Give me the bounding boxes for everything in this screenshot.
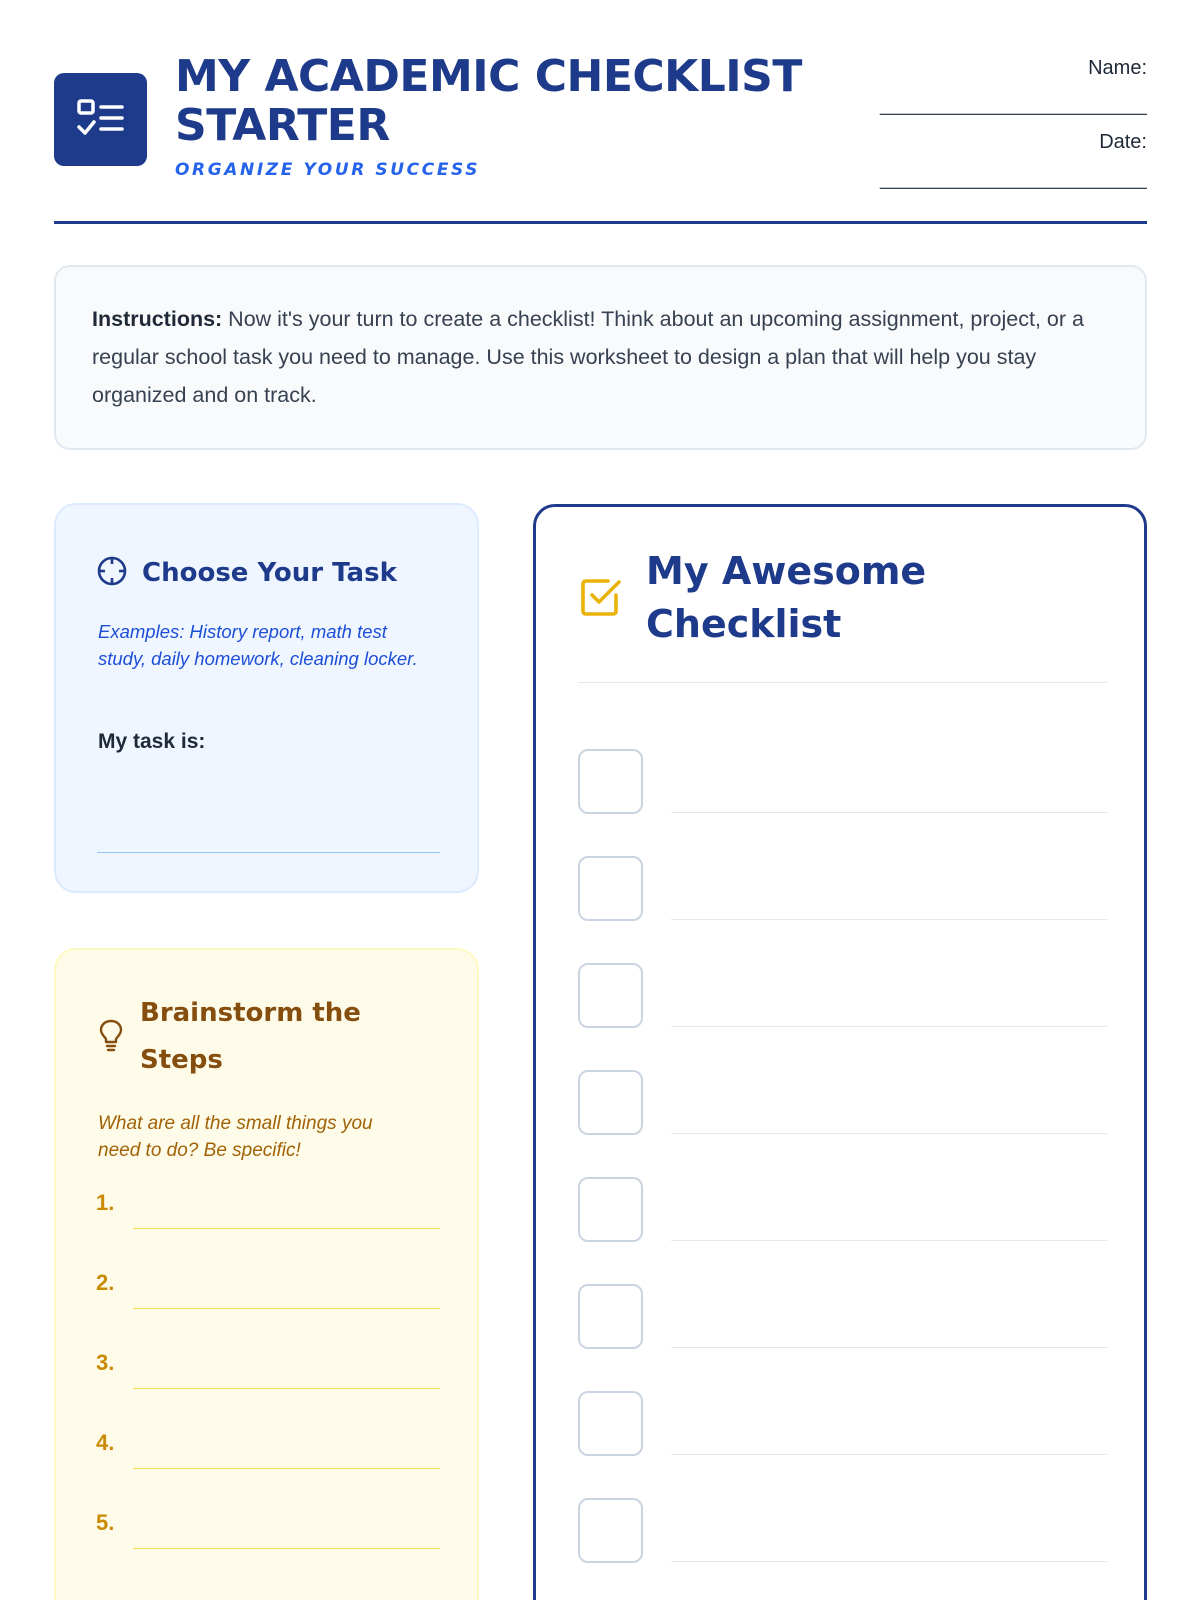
checklist-item [578, 1498, 1107, 1600]
checkbox[interactable] [578, 963, 643, 1028]
checklist-card [533, 504, 1147, 1600]
choose-task-card [54, 503, 479, 893]
checkbox[interactable] [578, 1177, 643, 1242]
step-number: 1. [96, 1190, 115, 1215]
item-input-line[interactable] [671, 1026, 1107, 1027]
checkbox[interactable] [578, 749, 643, 814]
checkbox[interactable] [578, 856, 643, 921]
checkbox[interactable] [578, 1391, 643, 1456]
list-item [96, 1190, 440, 1270]
my-task-input-line[interactable] [97, 852, 440, 853]
item-input-line[interactable] [671, 1133, 1107, 1134]
checkbox[interactable] [578, 1070, 643, 1135]
checklist-title: My Awesome Checklist [646, 549, 927, 646]
step-number: 2. [96, 1270, 115, 1295]
instructions-text: Now it's your turn to create a checklist! Think about an upcoming assignment, project, or a regular school task you need to manage. Use this worksheet to design a plan that will help you stay organized and on track. [92, 307, 1084, 407]
name-label: Name: [1088, 57, 1147, 79]
divider [578, 682, 1107, 683]
worksheet-header [54, 52, 1147, 224]
step-input-line[interactable] [133, 1308, 440, 1309]
choose-task-header [96, 550, 397, 597]
checklist-header [578, 545, 966, 651]
brainstorm-subtitle: What are all the small things you need to do? Be specific! [98, 1113, 373, 1161]
checklist-items [578, 749, 1107, 1600]
checklist-item [578, 963, 1107, 1070]
list-item [96, 1430, 440, 1510]
list-item [96, 1510, 440, 1590]
step-input-line[interactable] [133, 1548, 440, 1549]
my-task-label: My task is: [98, 730, 206, 753]
step-input-line[interactable] [133, 1468, 440, 1469]
item-input-line[interactable] [671, 919, 1107, 920]
checklist-item [578, 1177, 1107, 1284]
brainstorm-header [96, 990, 380, 1084]
target-icon [96, 555, 128, 592]
name-field[interactable]: ________________________ [880, 94, 1147, 116]
page-title: MY ACADEMIC CHECKLIST STARTER [175, 51, 802, 151]
list-item [96, 1350, 440, 1430]
checkbox[interactable] [578, 1284, 643, 1349]
choose-task-title: Choose Your Task [142, 558, 397, 588]
list-item [96, 1270, 440, 1350]
checklist-item [578, 1284, 1107, 1391]
name-date-fields [877, 56, 1147, 204]
checklist-item [578, 749, 1107, 856]
step-number: 3. [96, 1350, 115, 1375]
brainstorm-title: Brainstorm the Steps [140, 998, 361, 1075]
instructions-box [54, 265, 1147, 450]
step-input-line[interactable] [133, 1388, 440, 1389]
checklist-item [578, 1391, 1107, 1498]
date-field[interactable]: ________________________ [880, 168, 1147, 190]
instructions-label: Instructions: [92, 307, 223, 331]
item-input-line[interactable] [671, 1561, 1107, 1562]
brainstorm-card [54, 948, 479, 1600]
step-number: 5. [96, 1510, 115, 1535]
checklist-item [578, 1070, 1107, 1177]
checklist-item [578, 856, 1107, 963]
checkbox-checked-icon [578, 573, 624, 624]
title-block [175, 52, 855, 180]
date-label: Date: [1099, 131, 1147, 153]
step-number: 4. [96, 1430, 115, 1455]
item-input-line[interactable] [671, 812, 1107, 813]
item-input-line[interactable] [671, 1454, 1107, 1455]
task-examples: Examples: History report, math test study, daily homework, cleaning locker. [98, 621, 418, 669]
lightbulb-icon [96, 1018, 126, 1057]
checklist-icon [54, 73, 147, 166]
checkbox[interactable] [578, 1498, 643, 1563]
brainstorm-steps-list [96, 1190, 440, 1590]
item-input-line[interactable] [671, 1240, 1107, 1241]
step-input-line[interactable] [133, 1228, 440, 1229]
page-subtitle: ORGANIZE YOUR SUCCESS [175, 160, 481, 180]
item-input-line[interactable] [671, 1347, 1107, 1348]
